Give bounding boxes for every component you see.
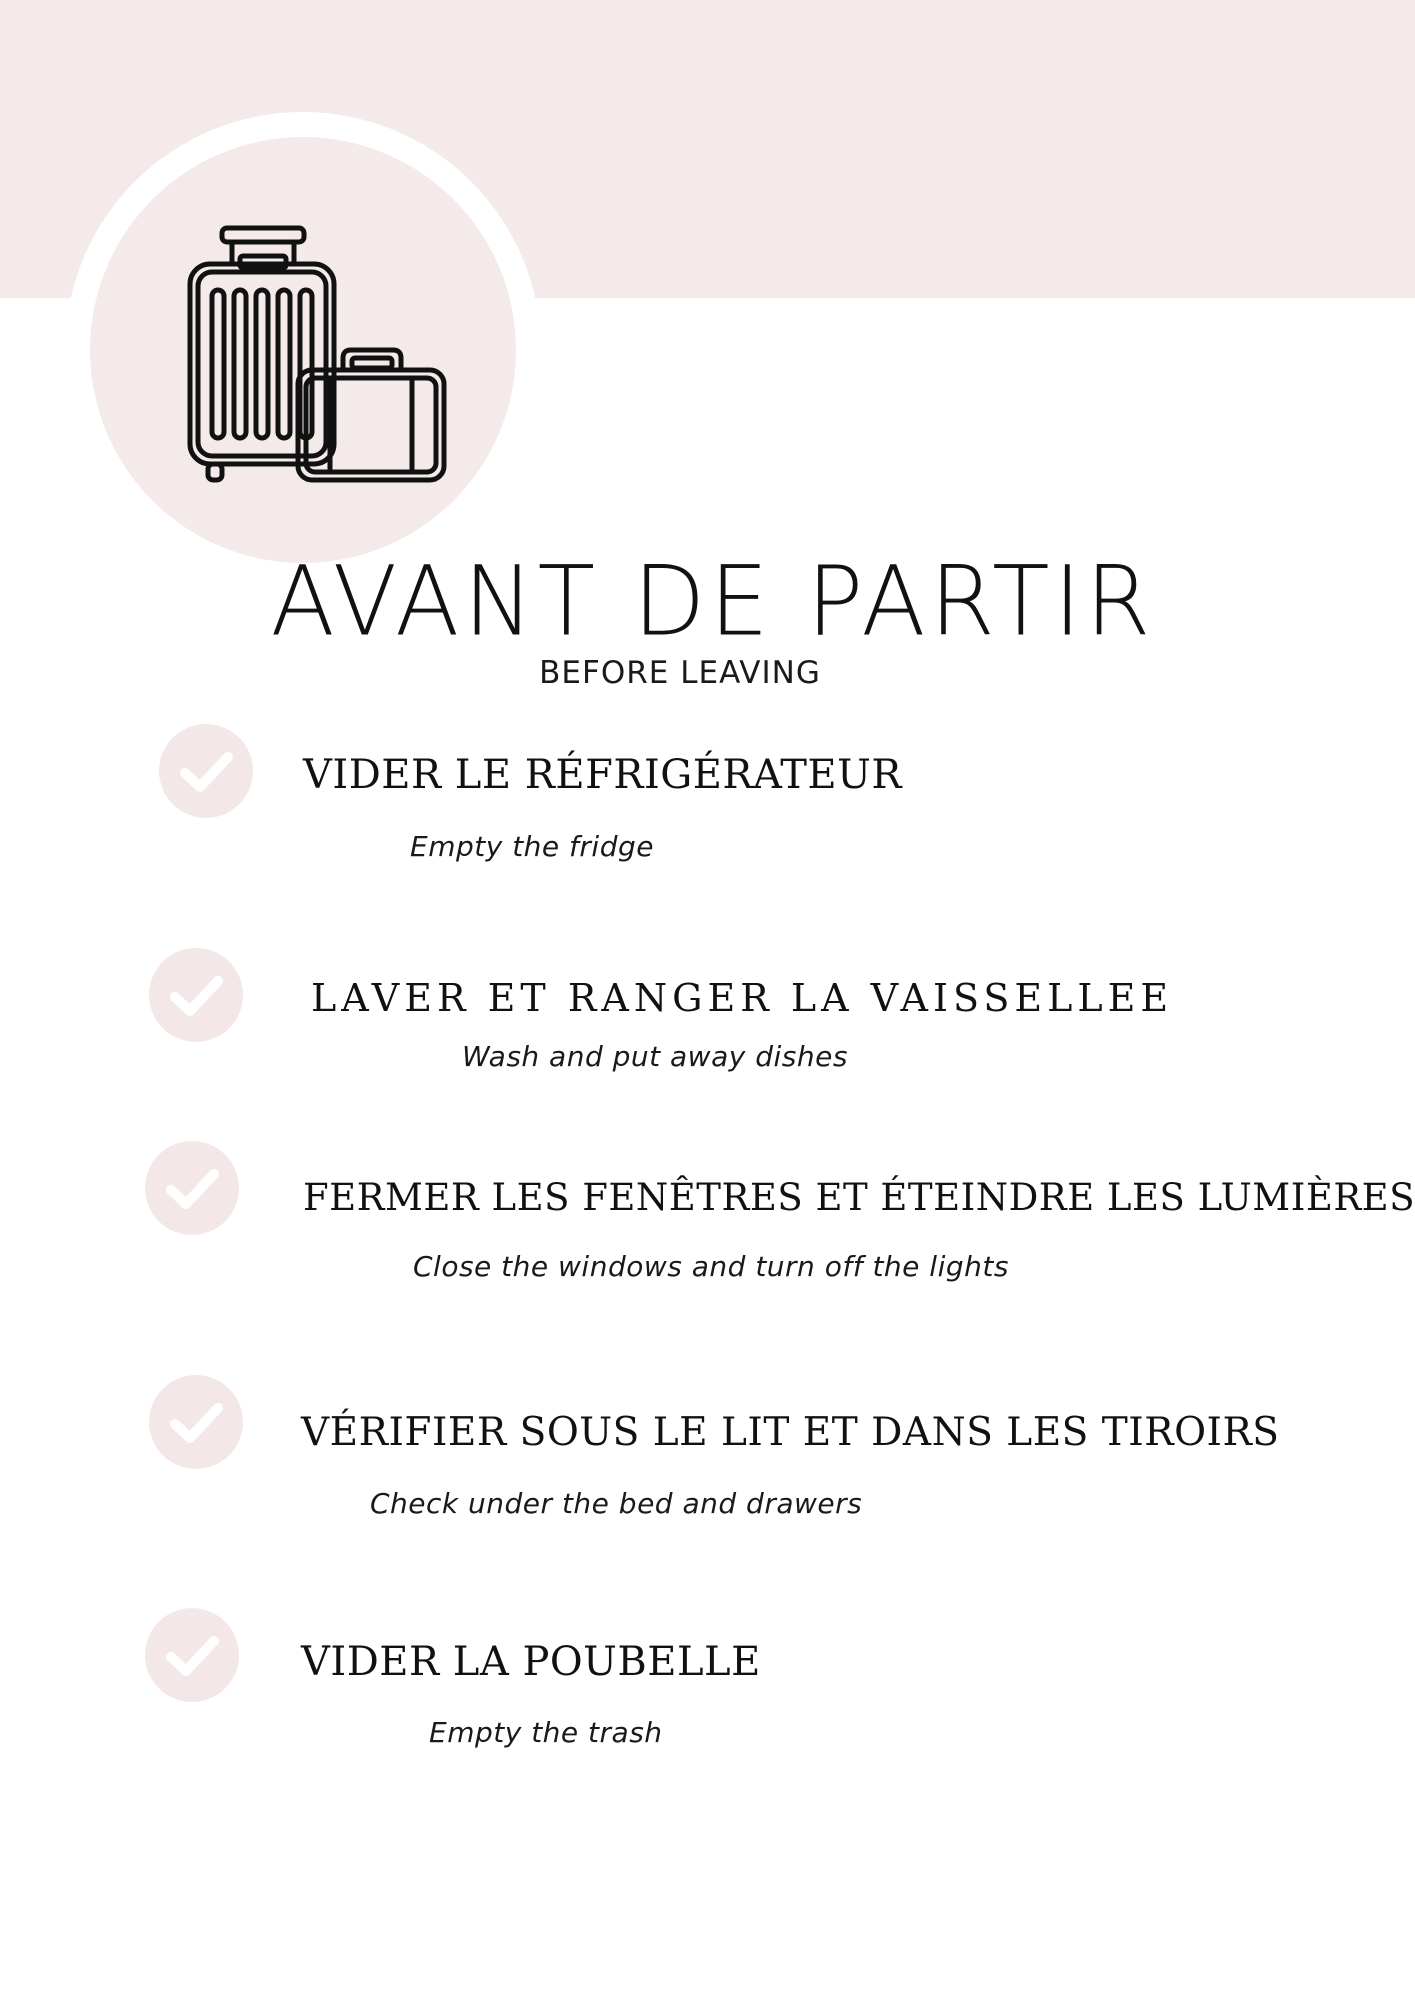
checklist-item-subtitle: Close the windows and turn off the lights (413, 1250, 1009, 1283)
checklist-item-title: VIDER LA POUBELLE (301, 1639, 761, 1685)
page-title: AVANT DE PARTIR (270, 546, 1155, 659)
checklist-item-subtitle: Empty the trash (429, 1716, 663, 1749)
checklist-item-title: VÉRIFIER SOUS LE LIT ET DANS LES TIROIRS (301, 1410, 1280, 1455)
checklist-item-title: LAVER ET RANGER LA VAISSELLEE (311, 976, 1174, 1020)
check-icon[interactable] (145, 1608, 239, 1702)
luggage-icon (180, 220, 460, 500)
checklist-item-subtitle: Empty the fridge (410, 830, 654, 863)
checklist-item-subtitle: Check under the bed and drawers (370, 1487, 863, 1520)
checklist-item-title: FERMER LES FENÊTRES ET ÉTEINDRE LES LUMIÈRES (303, 1176, 1415, 1219)
check-icon[interactable] (159, 724, 253, 818)
checklist-item-title: VIDER LE RÉFRIGÉRATEUR (303, 752, 902, 798)
checklist-item-subtitle: Wash and put away dishes (462, 1040, 848, 1073)
page-subtitle: BEFORE LEAVING (539, 655, 821, 691)
check-icon[interactable] (149, 1375, 243, 1469)
check-icon[interactable] (145, 1141, 239, 1235)
check-icon[interactable] (149, 948, 243, 1042)
